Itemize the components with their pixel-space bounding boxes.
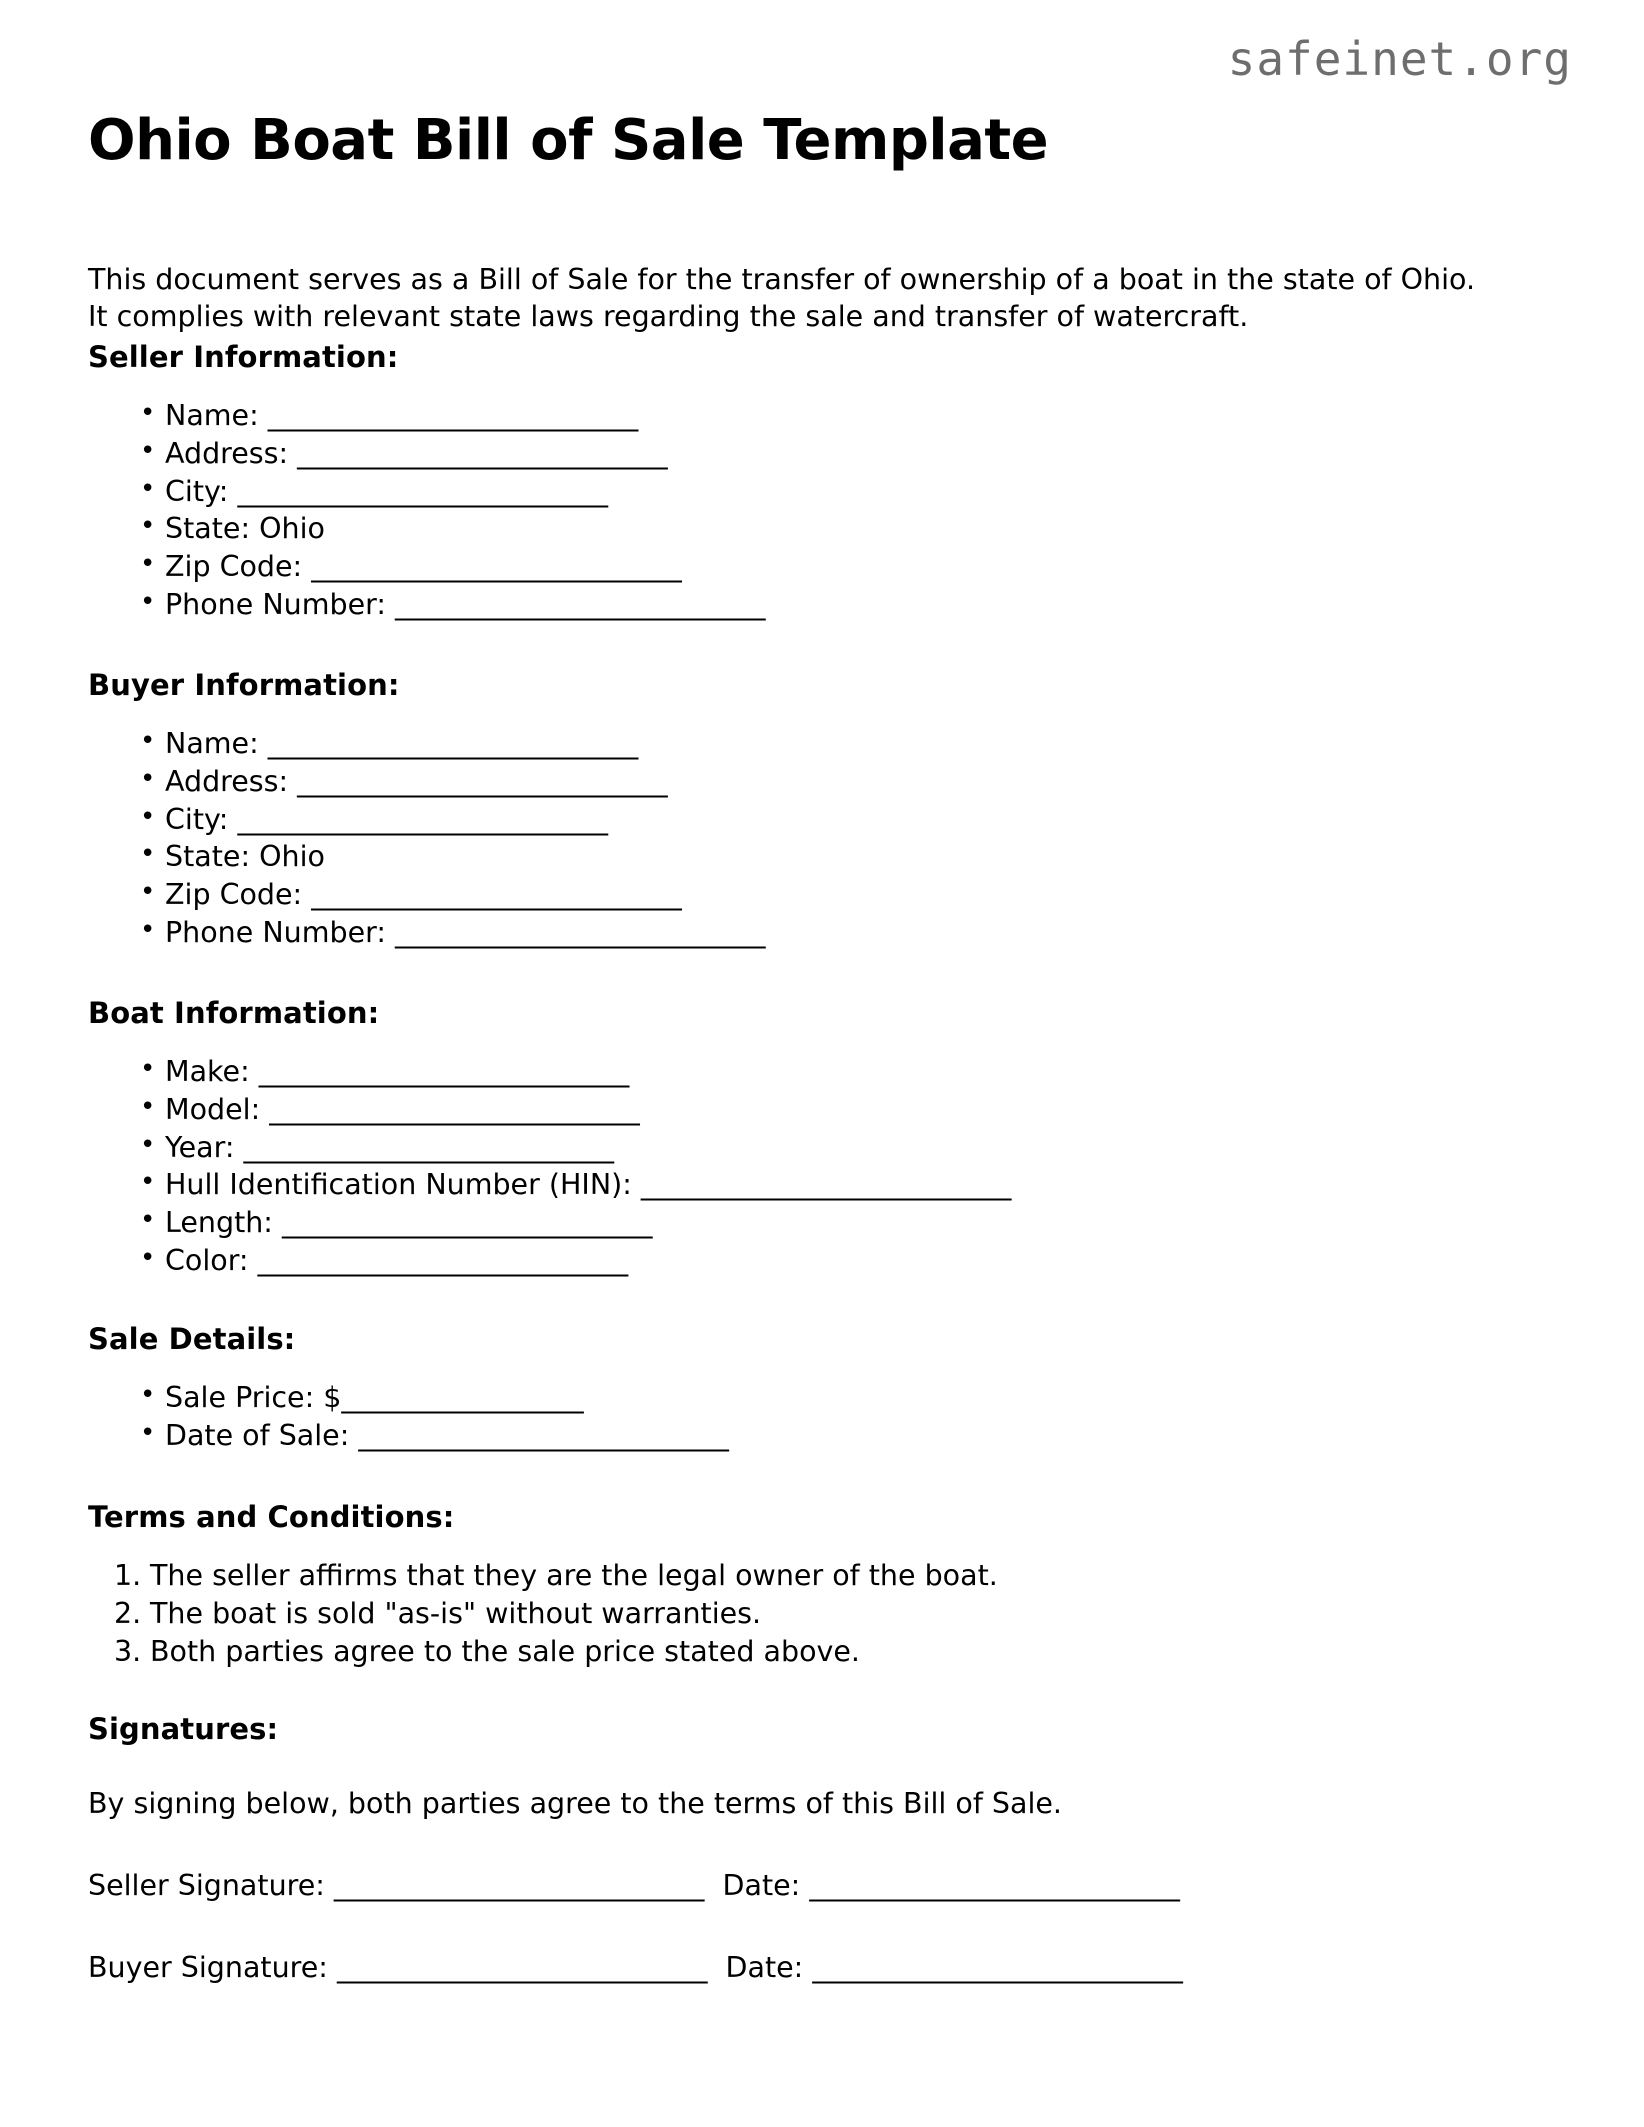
list-item: • State: Ohio xyxy=(88,510,1518,548)
terms-list xyxy=(88,1557,1518,1671)
list-item: The boat is sold "as-is" without warranties. xyxy=(150,1596,762,1630)
boat-field-list xyxy=(88,1053,1518,1280)
list-item: • Date of Sale: __________________________ xyxy=(88,1417,1518,1455)
boat-information-heading: Boat Information: xyxy=(88,996,380,1030)
list-item: • Hull Identification Number (HIN): __________________________ xyxy=(88,1166,1518,1204)
list-item: • Color: __________________________ xyxy=(88,1242,1518,1280)
list-item: • State: Ohio xyxy=(88,838,1518,876)
list-item: • Zip Code: __________________________ xyxy=(88,876,1518,914)
list-item: • Phone Number: __________________________ xyxy=(88,914,1518,952)
list-item: • City: __________________________ xyxy=(88,473,1518,511)
section-signatures xyxy=(88,1712,1518,1986)
page-title: Ohio Boat Bill of Sale Template xyxy=(88,108,1049,173)
list-item: • Sale Price: $_________________ xyxy=(88,1379,1518,1417)
list-item: • Name: __________________________ xyxy=(88,397,1518,435)
seller-field-list xyxy=(88,397,1518,624)
list-item: • Length: __________________________ xyxy=(88,1204,1518,1242)
section-buyer-information xyxy=(88,668,1518,952)
buyer-signature-line: Buyer Signature: __________________________ Date: __________________________ xyxy=(88,1950,1183,1984)
list-item: Both parties agree to the sale price stated above. xyxy=(150,1634,860,1668)
list-item: • Phone Number: __________________________ xyxy=(88,586,1518,624)
section-terms-and-conditions xyxy=(88,1500,1518,1670)
section-seller-information xyxy=(88,340,1518,624)
seller-signature-line: Seller Signature: __________________________ Date: __________________________ xyxy=(88,1868,1180,1902)
seller-information-heading: Seller Information: xyxy=(88,340,399,374)
buyer-field-list xyxy=(88,725,1518,952)
buyer-information-heading: Buyer Information: xyxy=(88,668,400,702)
list-item: • Address: __________________________ xyxy=(88,763,1518,801)
sale-field-list xyxy=(88,1379,1518,1455)
list-item: • Year: __________________________ xyxy=(88,1129,1518,1167)
terms-and-conditions-heading: Terms and Conditions: xyxy=(88,1500,455,1534)
signature-note: By signing below, both parties agree to the terms of this Bill of Sale. xyxy=(88,1786,1062,1820)
sale-details-heading: Sale Details: xyxy=(88,1322,296,1356)
list-item: • City: __________________________ xyxy=(88,801,1518,839)
section-boat-information xyxy=(88,996,1518,1280)
site-watermark: safeinet.org xyxy=(1227,32,1572,86)
list-item: The seller affirms that they are the legal owner of the boat. xyxy=(150,1558,998,1592)
section-sale-details xyxy=(88,1322,1518,1455)
signatures-heading: Signatures: xyxy=(88,1712,279,1746)
list-item: • Model: __________________________ xyxy=(88,1091,1518,1129)
list-item: • Name: __________________________ xyxy=(88,725,1518,763)
list-item: • Make: __________________________ xyxy=(88,1053,1518,1091)
list-item: • Address: __________________________ xyxy=(88,435,1518,473)
intro-paragraph: This document serves as a Bill of Sale for the transfer of ownership of a boat in the state of Ohio. It complies with relevant state laws regarding the sale and transfer of watercraft. xyxy=(88,262,1476,334)
list-item: • Zip Code: __________________________ xyxy=(88,548,1518,586)
